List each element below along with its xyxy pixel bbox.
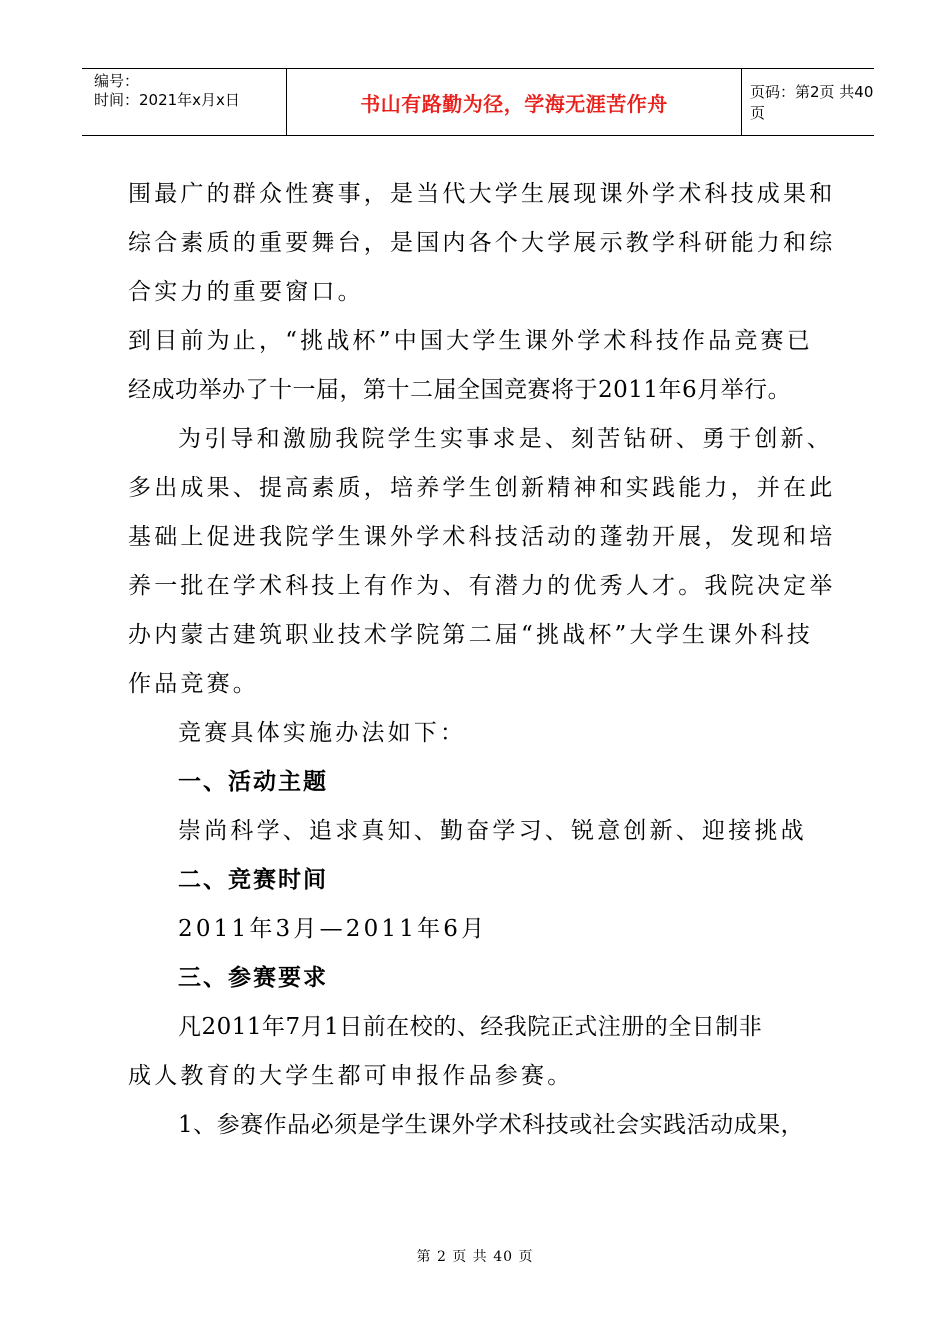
paragraph-line: 竞赛具体实施办法如下： bbox=[178, 720, 467, 746]
page-header bbox=[82, 68, 874, 136]
paragraph-line: 围最广的群众性赛事，是当代大学生展现课外学术科技成果和 bbox=[128, 181, 836, 207]
paragraph-line: 经成功举办了十一届，第十二届全国竞赛将于2011年6月举行。 bbox=[128, 377, 792, 403]
paragraph-line: 办内蒙古建筑职业技术学院第二届“挑战杯”大学生课外科技 bbox=[128, 622, 813, 648]
paragraph-line: 崇尚科学、追求真知、勤奋学习、锐意创新、迎接挑战 bbox=[178, 818, 807, 844]
section-heading: 一、活动主题 bbox=[178, 769, 328, 795]
paragraph-line: 基础上促进我院学生课外学术科技活动的蓬勃开展，发现和培 bbox=[128, 524, 836, 550]
document-number-label: 编号： bbox=[94, 72, 140, 90]
header-page-info: 页码：第2页 共40页 bbox=[750, 83, 874, 122]
header-motto-cell bbox=[286, 69, 742, 135]
paragraph-line: 为引导和激励我院学生实事求是、刻苦钻研、勇于创新、 bbox=[178, 426, 833, 452]
paragraph-line: 凡2011年7月1日前在校的、经我院正式注册的全日制非 bbox=[178, 1014, 763, 1040]
section-heading: 三、参赛要求 bbox=[178, 965, 328, 991]
paragraph-line: 养一批在学术科技上有作为、有潜力的优秀人才。我院决定举 bbox=[128, 573, 836, 599]
paragraph-line: 成人教育的大学生都可申报作品参赛。 bbox=[128, 1063, 574, 1089]
document-date: 时间：2021年x月x日 bbox=[94, 91, 240, 109]
paragraph-line: 作品竞赛。 bbox=[128, 671, 259, 697]
paragraph-line: 多出成果、提高素质，培养学生创新精神和实践能力，并在此 bbox=[128, 475, 836, 501]
document-body bbox=[128, 170, 848, 1150]
paragraph-line: 1、参赛作品必须是学生课外学术科技或社会实践活动成果， bbox=[178, 1112, 805, 1138]
paragraph-line: 合实力的重要窗口。 bbox=[128, 279, 364, 305]
page-footer: 第 2 页 共 40 页 bbox=[416, 1249, 534, 1265]
header-meta bbox=[82, 69, 286, 135]
paragraph-line: 综合素质的重要舞台，是国内各个大学展示教学科研能力和综 bbox=[128, 230, 836, 256]
header-motto: 书山有路勤为径，学海无涯苦作舟 bbox=[360, 91, 668, 116]
section-heading: 二、竞赛时间 bbox=[178, 867, 328, 893]
paragraph-line: 2011年3月—2011年6月 bbox=[178, 916, 488, 942]
paragraph-line: 到目前为止，“挑战杯”中国大学生课外学术科技作品竞赛已 bbox=[128, 328, 813, 354]
